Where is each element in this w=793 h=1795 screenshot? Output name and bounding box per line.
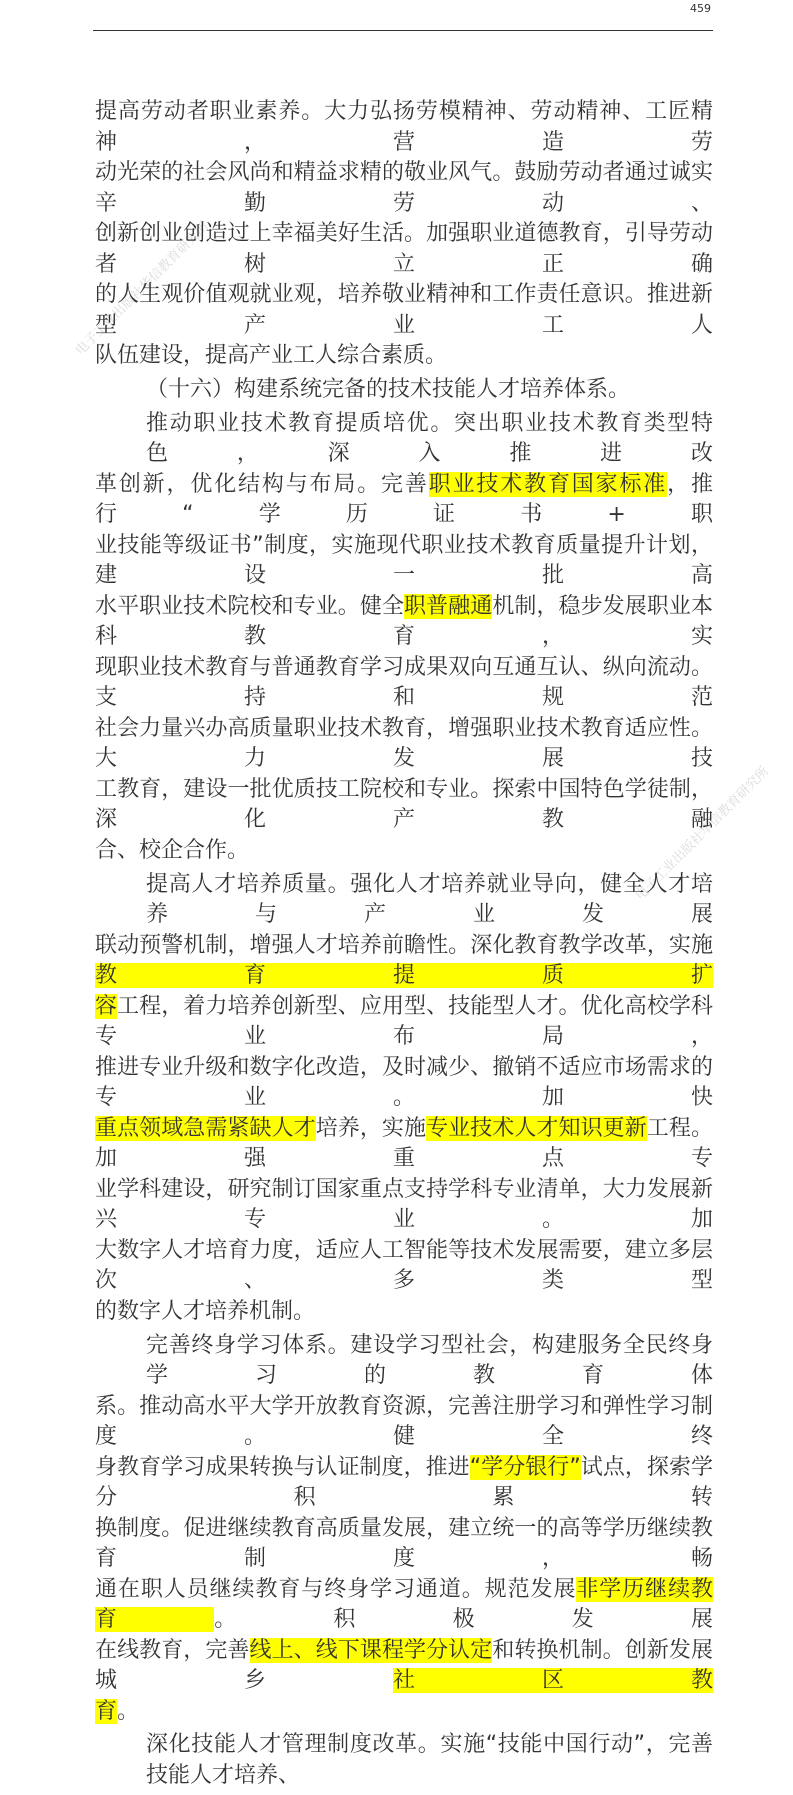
text-segment: 推进专业升级和数字化改造，及时减少、撤销不适应市场需求的专业。加快	[95, 1054, 713, 1111]
text-line	[95, 1236, 713, 1297]
text-line	[95, 97, 713, 158]
text-line	[95, 158, 713, 219]
text-line	[95, 836, 713, 867]
text-line	[95, 531, 713, 592]
text-segment: 现职业技术教育与普通教育学习成果双向互通互认、纵向流动。支持和规范	[95, 654, 713, 711]
text-line	[95, 1331, 713, 1392]
text-segment: （十六）构建系统完备的技术技能人才培养体系。	[146, 376, 631, 402]
highlighted-text: 教育提质扩	[95, 963, 713, 989]
text-line	[95, 1697, 713, 1728]
text-line	[95, 1175, 713, 1236]
text-segment: 提高人才培养质量。强化人才培养就业导向，健全人才培养与产业发展	[146, 871, 713, 928]
highlighted-text: 重点领域急需紧缺人才	[95, 1115, 316, 1141]
text-segment: 的数字人才培养机制。	[95, 1298, 316, 1324]
text-line	[95, 1297, 713, 1328]
text-segment: 换制度。促进继续教育高质量发展，建立统一的高等学历继续教育制度，畅	[95, 1515, 713, 1572]
paragraph	[95, 97, 713, 372]
text-segment: 试点，探索学分积累转	[95, 1454, 713, 1511]
text-segment: 大数字人才培育力度，适应人工智能等技术发展需要，建立多层次、多类型	[95, 1237, 713, 1294]
text-line	[95, 1053, 713, 1114]
text-segment: 联动预警机制，增强人才培养前瞻性。深化教育教学改革，实施	[95, 932, 713, 958]
text-segment: 工程。加强重点专	[95, 1115, 713, 1172]
text-segment: 通在职人员继续教育与终身学习通道。规范发展	[95, 1576, 577, 1602]
text-line	[95, 775, 713, 836]
highlighted-text: 容	[95, 993, 118, 1019]
text-segment: 社会力量兴办高质量职业技术教育，增强职业技术教育适应性。大力发展技	[95, 715, 713, 772]
highlighted-text: 社区教	[393, 1668, 713, 1694]
text-line	[95, 470, 713, 531]
text-segment: ，推行“学历证书+职	[95, 471, 713, 528]
highlighted-text: 非学历继续教育	[95, 1576, 713, 1633]
highlighted-text: 职普融通	[404, 593, 493, 619]
text-line	[95, 1392, 713, 1453]
highlighted-text: 专业技术人才知识更新	[426, 1115, 647, 1141]
text-line	[95, 341, 713, 372]
text-segment: 机制，稳步发展职业本科教育，实	[95, 593, 713, 650]
highlighted-text: “学分银行”	[469, 1454, 581, 1480]
text-line	[95, 219, 713, 280]
text-segment: 提高劳动者职业素养。大力弘扬劳模精神、劳动精神、工匠精神，营造劳	[95, 99, 713, 155]
text-segment: 动光荣的社会风尚和精益求精的敬业风气。鼓励劳动者通过诚实辛勤劳动、	[95, 160, 713, 216]
text-line	[95, 1514, 713, 1575]
text-segment: 队伍建设，提高产业工人综合素质。	[95, 343, 448, 368]
page-number: 459	[690, 2, 711, 15]
paragraph	[95, 870, 713, 1328]
text-line	[95, 931, 713, 992]
text-segment: 系。推动高水平大学开放教育资源，完善注册学习和弹性学习制度。健全终	[95, 1393, 713, 1450]
text-line	[95, 1636, 713, 1697]
text-segment: 推动职业技术教育提质培优。突出职业技术教育类型特色，深入推进改	[146, 410, 713, 467]
text-segment: 的人生观价值观就业观，培养敬业精神和工作责任意识。推进新型产业工人	[95, 282, 713, 338]
text-segment: 完善终身学习体系。建设学习型社会，构建服务全民终身学习的教育体	[146, 1332, 713, 1389]
highlighted-text: 职业技术教育国家标准	[428, 471, 668, 497]
paragraph	[95, 1730, 713, 1791]
watermark: 电子工业出版社华信教育研究所	[632, 764, 773, 904]
text-line	[95, 280, 713, 341]
text-line	[95, 592, 713, 653]
text-line	[95, 1114, 713, 1175]
text-line	[95, 409, 713, 470]
text-segment: 和转换机制。创新发展城乡	[95, 1637, 713, 1694]
text-segment: 业技能等级证书”制度，实施现代职业技术教育质量提升计划，建设一批高	[95, 532, 713, 589]
text-line	[95, 375, 713, 406]
text-segment: 水平职业技术院校和专业。健全	[95, 593, 405, 619]
text-segment: 。积极发展	[214, 1607, 713, 1633]
text-segment: 创新创业创造过上幸福美好生活。加强职业道德教育，引导劳动者树立正确	[95, 221, 713, 277]
text-segment: 身教育学习成果转换与认证制度，推进	[95, 1454, 470, 1480]
watermark: 电子工业出版社华信教育研究所	[72, 219, 213, 359]
text-line	[95, 1453, 713, 1514]
paragraph	[95, 409, 713, 867]
highlighted-text: 线上、线下课程学分认定	[249, 1637, 493, 1663]
document-body	[95, 97, 713, 1795]
highlighted-text: 育	[95, 1698, 118, 1724]
text-segment: 在线教育，完善	[95, 1637, 250, 1663]
header-rule	[93, 30, 713, 31]
text-segment: 深化技能人才管理制度改革。实施“技能中国行动”，完善技能人才培养、	[146, 1732, 713, 1788]
text-segment: 工程，着力培养创新型、应用型、技能型人才。优化高校学科专业布局，	[95, 993, 713, 1050]
text-line	[95, 653, 713, 714]
text-line	[95, 714, 713, 775]
text-segment: 。	[117, 1698, 140, 1724]
text-segment: 合、校企合作。	[95, 837, 250, 863]
text-segment: 培养，实施	[315, 1115, 427, 1141]
text-line	[95, 870, 713, 931]
paragraph	[95, 375, 713, 406]
text-line	[95, 992, 713, 1053]
text-line	[95, 1575, 713, 1636]
text-segment: 工教育，建设一批优质技工院校和专业。探索中国特色学徒制，深化产教融	[95, 776, 713, 833]
text-segment: 业学科建设，研究制订国家重点支持学科专业清单，大力发展新兴专业。加	[95, 1176, 713, 1233]
text-segment: 革创新，优化结构与布局。完善	[95, 471, 429, 497]
paragraph	[95, 1331, 713, 1728]
text-line	[95, 1730, 713, 1791]
